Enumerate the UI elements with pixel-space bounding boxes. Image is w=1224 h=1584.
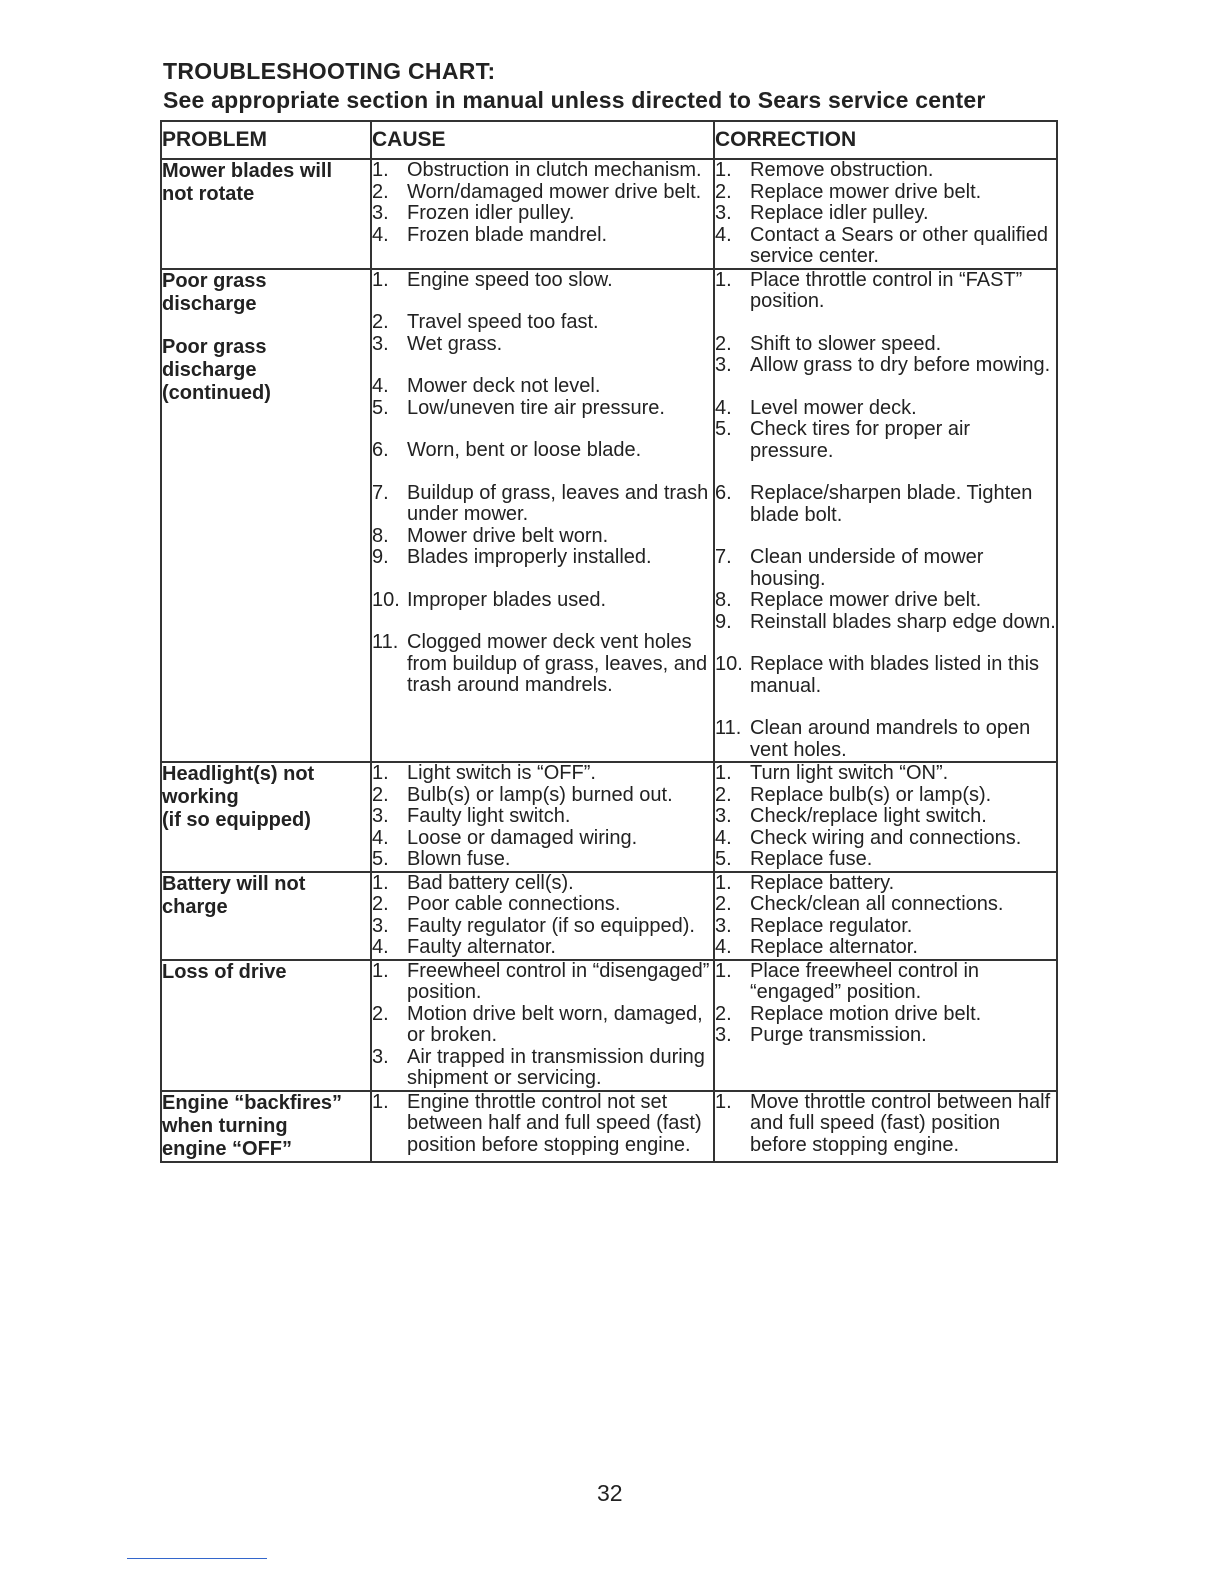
item-text: Replace motion drive belt.	[750, 1002, 982, 1025]
item-text: Clean around mandrels to open vent holes.	[750, 717, 1031, 761]
cause-cell	[371, 1091, 714, 1162]
item-number: 2.	[372, 180, 389, 203]
problem-line: Poor grass	[162, 335, 267, 358]
correction-item	[715, 718, 1056, 761]
item-text: Check tires for proper air pressure.	[750, 418, 971, 462]
correction-cell	[714, 159, 1057, 269]
problem-cell	[161, 1091, 371, 1162]
problem-line: not rotate	[162, 183, 255, 205]
item-text: Contact a Sears or other qualified service center.	[750, 223, 1048, 267]
item-text: Replace fuse.	[750, 848, 873, 870]
cause-cell	[371, 159, 714, 269]
cause-item	[372, 312, 713, 334]
item-number: 8.	[372, 524, 389, 547]
item-text: Frozen idler pulley.	[407, 202, 575, 224]
item-number: 4.	[372, 826, 389, 849]
item-text: Replace/sharpen blade. Tighten blade bolt.	[750, 482, 1033, 526]
correction-item	[715, 806, 1056, 828]
correction-item	[715, 828, 1056, 850]
correction-cell	[714, 1091, 1057, 1162]
cause-item	[372, 440, 713, 462]
item-number: 11.	[715, 717, 742, 739]
item-text: Replace bulb(s) or lamp(s).	[750, 783, 992, 806]
item-number: 1.	[372, 268, 389, 291]
problem-line: Poor grass	[162, 269, 267, 292]
correction-item	[715, 334, 1056, 356]
item-text: Loose or damaged wiring.	[407, 826, 638, 849]
item-text: Place throttle control in “FAST” position.	[750, 268, 1023, 312]
problem-line: Headlight(s) not	[162, 763, 315, 785]
correction-item	[715, 1025, 1056, 1047]
item-number: 2.	[715, 783, 732, 806]
correction-item	[715, 547, 1056, 590]
item-number: 2.	[715, 332, 732, 355]
item-number: 10.	[715, 653, 743, 675]
item-number: 1.	[715, 871, 732, 894]
chart-subtitle: See appropriate section in manual unless directed to Sears service center	[163, 87, 986, 113]
cause-item	[372, 270, 713, 292]
item-number: 3.	[372, 805, 389, 827]
item-number: 9.	[372, 546, 389, 568]
item-text: Shift to slower speed.	[750, 332, 942, 355]
item-text: Light switch is “OFF”.	[407, 762, 596, 784]
correction-item	[715, 916, 1056, 938]
item-text: Worn/damaged mower drive belt.	[407, 180, 702, 203]
problem-cell	[161, 159, 371, 269]
cause-item	[372, 806, 713, 828]
item-text: Replace regulator.	[750, 914, 913, 937]
cause-item	[372, 632, 713, 697]
item-text: Engine throttle control not set between half and full speed (fast) position before stopping engine.	[407, 1090, 702, 1156]
correction-item	[715, 1004, 1056, 1026]
cause-item	[372, 398, 713, 420]
item-text: Wet grass.	[407, 332, 503, 355]
item-text: Replace mower drive belt.	[750, 589, 982, 611]
cause-item	[372, 225, 713, 247]
problem-line: engine “OFF”	[162, 1137, 292, 1160]
item-number: 2.	[715, 1002, 732, 1025]
footer-divider	[127, 1558, 267, 1559]
correction-item	[715, 355, 1056, 377]
item-text: Turn light switch “ON”.	[750, 762, 949, 784]
item-number: 5.	[715, 848, 732, 870]
item-number: 4.	[715, 223, 732, 246]
problem-line: Mower blades will	[162, 160, 333, 182]
item-text: Buildup of grass, leaves and trash under mower.	[407, 481, 709, 525]
cause-item	[372, 916, 713, 938]
correction-item	[715, 612, 1056, 634]
item-number: 11.	[372, 631, 399, 653]
item-text: Faulty light switch.	[407, 805, 571, 827]
item-text: Blades improperly installed.	[407, 546, 652, 568]
cause-item	[372, 1047, 713, 1090]
column-header-cause: CAUSE	[371, 121, 714, 159]
correction-item	[715, 225, 1056, 268]
item-text: Replace idler pulley.	[750, 202, 929, 224]
problem-line: Loss of drive	[162, 960, 287, 983]
correction-item	[715, 654, 1056, 697]
item-text: Travel speed too fast.	[407, 311, 599, 333]
item-text: Blown fuse.	[407, 848, 511, 870]
item-number: 6.	[715, 482, 732, 504]
item-text: Check wiring and connections.	[750, 826, 1022, 849]
problem-cell	[161, 269, 371, 763]
item-number: 3.	[372, 332, 389, 355]
item-number: 7.	[715, 546, 732, 568]
item-number: 3.	[372, 202, 389, 224]
cause-item	[372, 203, 713, 225]
cause-item	[372, 785, 713, 807]
cause-item	[372, 547, 713, 569]
cause-item	[372, 526, 713, 548]
item-number: 2.	[715, 893, 732, 915]
item-number: 2.	[372, 1002, 389, 1025]
cause-item	[372, 763, 713, 785]
item-number: 1.	[372, 871, 389, 894]
table-header-row	[161, 121, 1057, 159]
troubleshooting-table	[160, 120, 1058, 1163]
item-text: Bulb(s) or lamp(s) burned out.	[407, 783, 673, 806]
problem-line: working	[162, 786, 239, 808]
item-number: 1.	[715, 268, 732, 291]
cause-item	[372, 873, 713, 895]
cause-item	[372, 1092, 713, 1157]
correction-item	[715, 785, 1056, 807]
item-text: Allow grass to dry before mowing.	[750, 354, 1051, 376]
item-number: 2.	[372, 893, 389, 915]
item-text: Frozen blade mandrel.	[407, 223, 608, 246]
item-number: 1.	[715, 1090, 732, 1113]
correction-item	[715, 160, 1056, 182]
item-text: Bad battery cell(s).	[407, 871, 574, 894]
item-text: Freewheel control in “disengaged” position.	[407, 959, 710, 1003]
item-number: 1.	[372, 762, 389, 784]
table-row	[161, 159, 1057, 269]
problem-line: when turning	[162, 1114, 288, 1137]
item-number: 3.	[715, 354, 732, 376]
correction-item	[715, 398, 1056, 420]
item-number: 7.	[372, 481, 389, 504]
problem-line: (if so equipped)	[162, 809, 311, 831]
cause-item	[372, 961, 713, 1004]
item-number: 2.	[372, 311, 389, 333]
cause-item	[372, 590, 713, 612]
item-text: Move throttle control between half and full speed (fast) position before stopping engine.	[750, 1090, 1051, 1156]
item-number: 5.	[372, 848, 389, 870]
problem-line: Engine “backfires”	[162, 1091, 343, 1114]
item-number: 4.	[715, 826, 732, 849]
item-text: Check/replace light switch.	[750, 805, 987, 827]
item-number: 3.	[715, 1024, 732, 1046]
problem-line: charge	[162, 895, 228, 918]
cause-item	[372, 376, 713, 398]
item-text: Low/uneven tire air pressure.	[407, 396, 665, 419]
cause-item	[372, 849, 713, 871]
correction-item	[715, 1092, 1056, 1157]
item-text: Level mower deck.	[750, 396, 917, 419]
correction-item	[715, 590, 1056, 612]
item-text: Check/clean all connections.	[750, 893, 1004, 915]
column-header-correction: CORRECTION	[714, 121, 1057, 159]
item-number: 5.	[372, 396, 389, 419]
item-number: 4.	[372, 936, 389, 958]
item-text: Faulty alternator.	[407, 936, 556, 958]
problem-line: discharge	[162, 358, 257, 381]
item-text: Poor cable connections.	[407, 893, 621, 915]
cause-cell	[371, 269, 714, 763]
item-text: Replace alternator.	[750, 936, 918, 958]
item-number: 2.	[372, 783, 389, 806]
item-text: Purge transmission.	[750, 1024, 927, 1046]
item-number: 6.	[372, 439, 389, 461]
cause-item	[372, 334, 713, 356]
item-text: Clogged mower deck vent holes from buildup of grass, leaves, and trash around mandrels.	[407, 631, 708, 696]
correction-item	[715, 961, 1056, 1004]
page-number: 32	[597, 1480, 623, 1506]
table-row	[161, 872, 1057, 960]
item-number: 4.	[372, 223, 389, 246]
item-text: Faulty regulator (if so equipped).	[407, 914, 695, 937]
problem-line: discharge	[162, 292, 257, 315]
item-number: 3.	[372, 914, 389, 937]
item-text: Remove obstruction.	[750, 159, 934, 181]
correction-item	[715, 203, 1056, 225]
correction-item	[715, 894, 1056, 916]
column-header-problem: PROBLEM	[161, 121, 371, 159]
item-text: Air trapped in transmission during shipment or servicing.	[407, 1045, 705, 1089]
item-text: Clean underside of mower housing.	[750, 546, 984, 590]
table-row	[161, 269, 1057, 763]
problem-line: (continued)	[162, 381, 271, 404]
problem-cell	[161, 872, 371, 960]
cause-item	[372, 483, 713, 526]
correction-cell	[714, 269, 1057, 763]
correction-cell	[714, 872, 1057, 960]
cause-item	[372, 937, 713, 959]
cause-cell	[371, 872, 714, 960]
correction-item	[715, 873, 1056, 895]
item-number: 4.	[715, 936, 732, 958]
item-text: Replace mower drive belt.	[750, 180, 982, 203]
correction-cell	[714, 960, 1057, 1091]
item-number: 1.	[715, 159, 732, 181]
item-text: Replace with blades listed in this manual.	[750, 653, 1040, 697]
item-text: Worn, bent or loose blade.	[407, 439, 642, 461]
item-number: 2.	[715, 180, 732, 203]
item-text: Replace battery.	[750, 871, 895, 894]
item-number: 1.	[715, 959, 732, 982]
item-text: Mower drive belt worn.	[407, 524, 609, 547]
item-text: Engine speed too slow.	[407, 268, 613, 291]
item-number: 3.	[715, 914, 732, 937]
cause-cell	[371, 960, 714, 1091]
correction-item	[715, 763, 1056, 785]
table-row	[161, 1091, 1057, 1162]
cause-item	[372, 160, 713, 182]
correction-item	[715, 182, 1056, 204]
cause-item	[372, 828, 713, 850]
item-number: 5.	[715, 418, 732, 440]
item-number: 8.	[715, 589, 732, 611]
cause-item	[372, 1004, 713, 1047]
problem-cell	[161, 762, 371, 872]
item-text: Reinstall blades sharp edge down.	[750, 610, 1056, 633]
cause-item	[372, 894, 713, 916]
item-number: 1.	[372, 1090, 389, 1113]
item-number: 4.	[372, 375, 389, 397]
cause-item	[372, 182, 713, 204]
correction-item	[715, 849, 1056, 871]
item-text: Improper blades used.	[407, 588, 607, 611]
problem-line: Battery will not	[162, 872, 306, 895]
item-number: 1.	[715, 762, 732, 784]
table-row	[161, 960, 1057, 1091]
item-text: Motion drive belt worn, damaged, or broken.	[407, 1002, 703, 1046]
item-number: 4.	[715, 396, 732, 419]
item-number: 1.	[372, 959, 389, 982]
item-text: Obstruction in clutch mechanism.	[407, 159, 702, 181]
item-number: 3.	[715, 202, 732, 224]
item-number: 9.	[715, 610, 732, 633]
cause-cell	[371, 762, 714, 872]
item-number: 3.	[715, 805, 732, 827]
table-row	[161, 762, 1057, 872]
chart-title: TROUBLESHOOTING CHART:	[163, 58, 496, 84]
item-number: 1.	[372, 159, 389, 181]
item-text: Mower deck not level.	[407, 375, 601, 397]
item-number: 10.	[372, 588, 400, 611]
item-text: Place freewheel control in “engaged” position.	[750, 959, 980, 1003]
problem-line	[162, 316, 370, 336]
item-number: 3.	[372, 1045, 389, 1068]
correction-item	[715, 419, 1056, 462]
correction-item	[715, 483, 1056, 526]
correction-item	[715, 270, 1056, 313]
problem-cell	[161, 960, 371, 1091]
correction-cell	[714, 762, 1057, 872]
correction-item	[715, 937, 1056, 959]
